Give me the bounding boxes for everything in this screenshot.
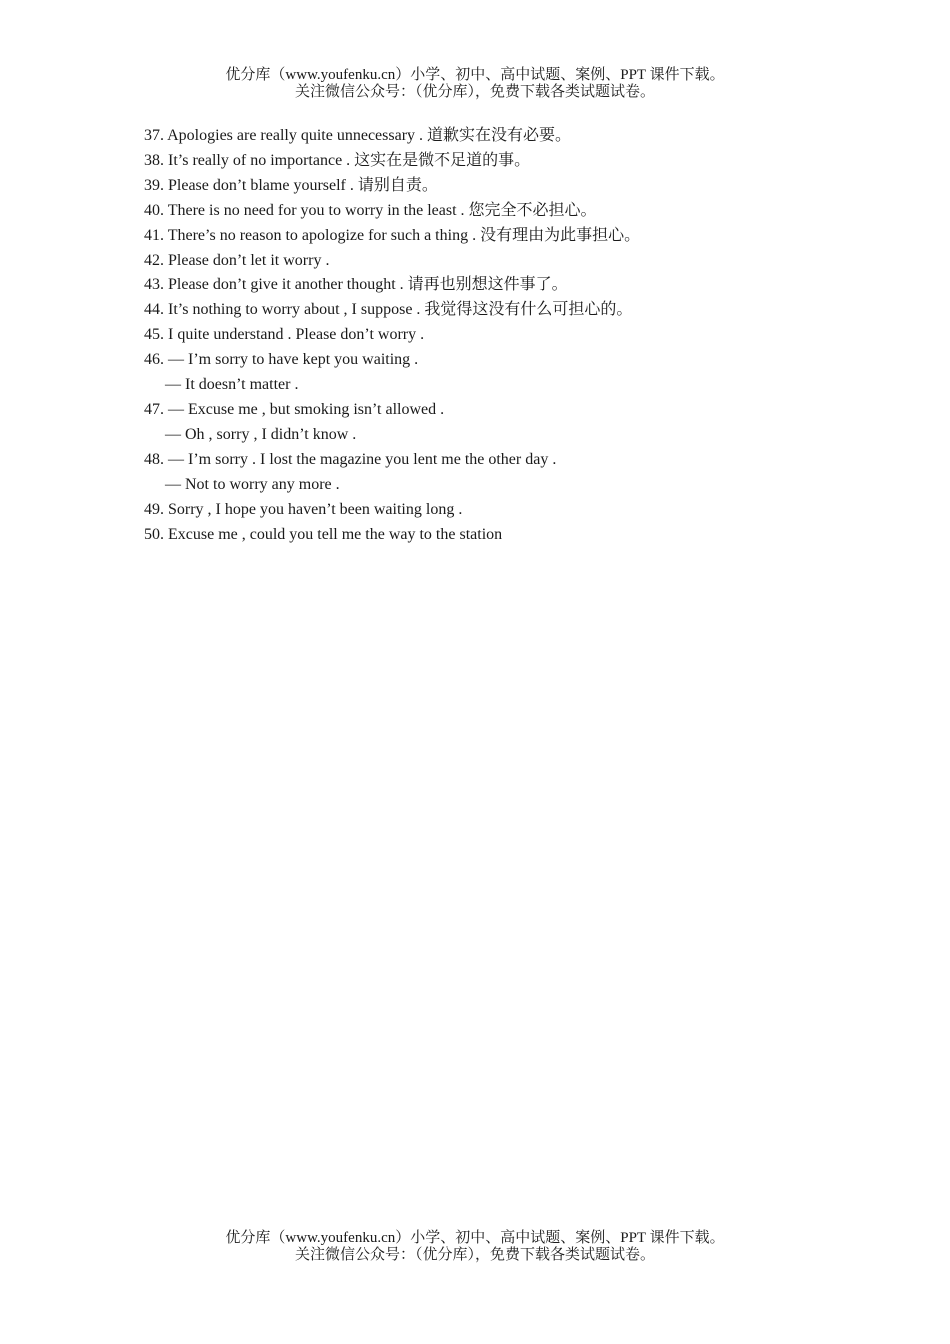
list-item-reply: — It doesn’t matter . [165, 376, 299, 394]
sentence-list [144, 124, 844, 547]
list-item: 37. Apologies are really quite unnecessary . 道歉实在没有必要。 [144, 127, 572, 144]
list-item: 49. Sorry , I hope you haven’t been waiting long . [144, 500, 463, 518]
list-item: 40. There is no need for you to worry in the least . 您完全不必担心。 [144, 201, 597, 219]
list-item-reply: — Oh , sorry , I didn’t know . [165, 425, 357, 443]
footer-line-1: 优分库（www.youfenku.cn）小学、初中、高中试题、案例、PPT 课件下载。 [225, 1230, 725, 1246]
page-header [0, 67, 950, 101]
list-item: 47. — Excuse me , but smoking isn’t allowed . [144, 400, 445, 418]
header-line-2: 关注微信公众号：（优分库），免费下载各类试题试卷。 [294, 84, 655, 100]
list-item: 38. It’s really of no importance . 这实在是微不足道的事。 [144, 151, 531, 169]
list-item: 46. — I’m sorry to have kept you waiting . [144, 351, 419, 369]
list-item: 50. Excuse me , could you tell me the way to the station [144, 525, 503, 543]
list-item: 43. Please don’t give it another thought . 请再也别想这件事了。 [144, 276, 568, 294]
page-footer [0, 1230, 950, 1264]
footer-line-2: 关注微信公众号：（优分库），免费下载各类试题试卷。 [294, 1247, 655, 1263]
list-item: 48. — I’m sorry . I lost the magazine you lent me the other day . [144, 450, 557, 468]
list-item-reply: — Not to worry any more . [165, 475, 340, 493]
list-item: 45. I quite understand . Please don’t worry . [144, 326, 425, 344]
list-item: 41. There’s no reason to apologize for such a thing . 没有理由为此事担心。 [144, 226, 641, 244]
list-item: 39. Please don’t blame yourself . 请别自责。 [144, 176, 438, 194]
header-line-1: 优分库（www.youfenku.cn）小学、初中、高中试题、案例、PPT 课件下载。 [225, 67, 725, 83]
list-item: 44. It’s nothing to worry about , I suppose . 我觉得这没有什么可担心的。 [144, 301, 633, 319]
list-item: 42. Please don’t let it worry . [144, 251, 330, 269]
